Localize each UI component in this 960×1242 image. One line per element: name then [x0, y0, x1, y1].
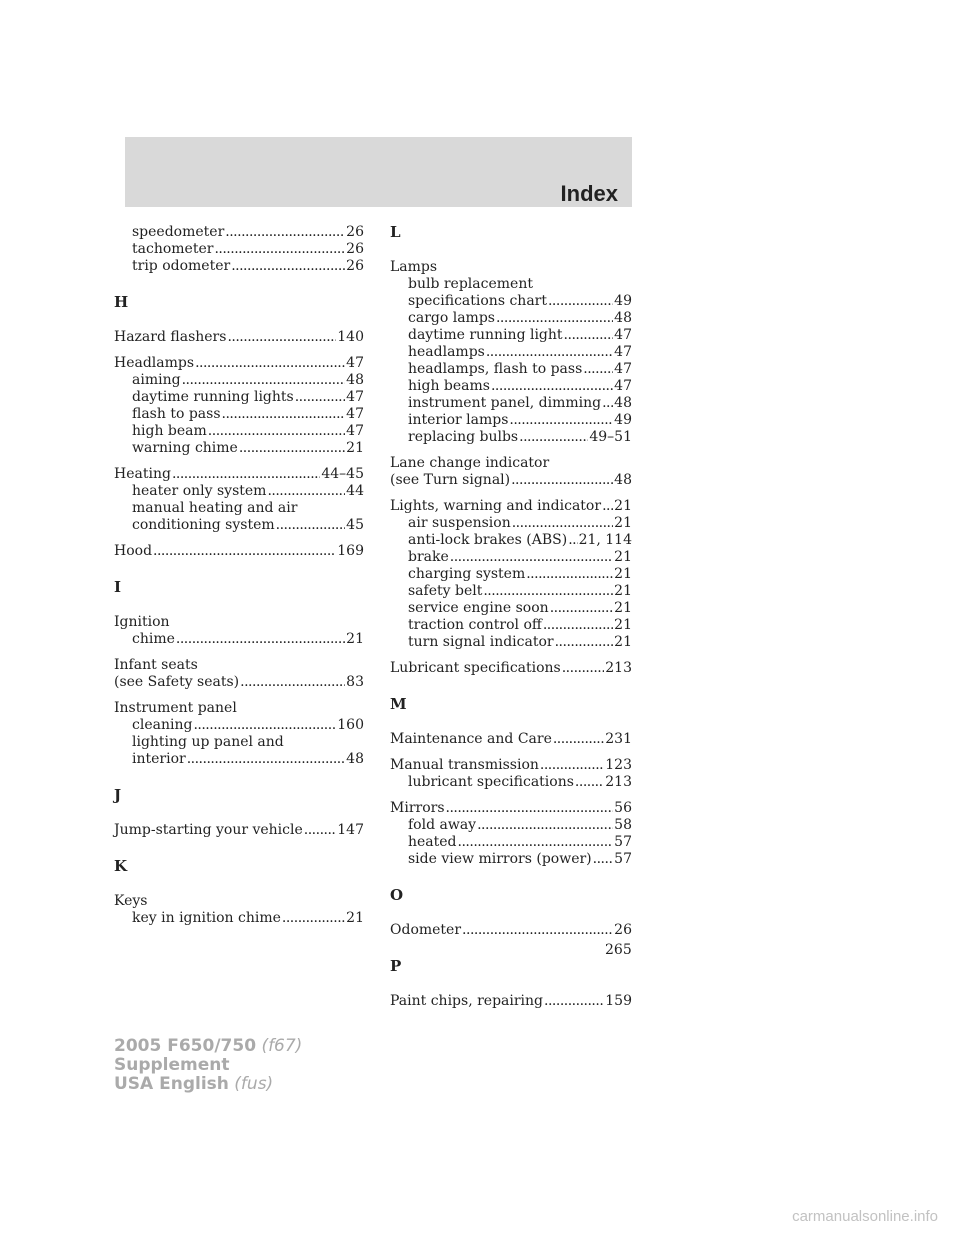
index-letter-heading: P [390, 957, 402, 975]
footer-model-code: (f67) [261, 1036, 303, 1056]
index-subentry: air suspension ..... 21 [390, 515, 632, 532]
index-subentry: instrument panel, dimming ..... 48 [390, 395, 632, 412]
index-entry: Paint chips, repairing ..... 159 [390, 993, 632, 1010]
index-subentry: interior ..... 48 [114, 751, 364, 768]
index-entry-line: Infant seats [114, 657, 198, 673]
index-subentry: heated ..... 57 [390, 834, 632, 851]
index-subentry: key in ignition chime ..... 21 [114, 910, 364, 927]
index-subentry: brake ..... 21 [390, 549, 632, 566]
index-subentry-line: bulb replacement [408, 276, 533, 292]
index-entry-line: Ignition [114, 614, 170, 630]
index-column-left [114, 224, 364, 927]
index-entry: Jump-starting your vehicle ..... 147 [114, 822, 364, 839]
index-subentry: cargo lamps ..... 48 [390, 310, 632, 327]
index-subentry: chime ..... 21 [114, 631, 364, 648]
index-subentry: flash to pass ..... 47 [114, 406, 364, 423]
footer-language-code: (fus) [234, 1074, 274, 1094]
section-title: Index [560, 181, 618, 206]
page-number: 265 [605, 942, 632, 958]
index-entry: Lubricant specifications ..... 213 [390, 660, 632, 677]
index-subentry: lubricant specifications ..... 213 [390, 774, 632, 791]
index-entry: Hazard flashers ..... 140 [114, 329, 364, 346]
index-subentry: interior lamps ..... 49 [390, 412, 632, 429]
index-entry: Lights, warning and indicator ..... 21 [390, 498, 632, 515]
index-subentry: side view mirrors (power) ..... 57 [390, 851, 632, 868]
index-subentry: daytime running lights ..... 47 [114, 389, 364, 406]
index-entry: Manual transmission ..... 123 [390, 757, 632, 774]
index-subentry: replacing bulbs ..... 49–51 [390, 429, 632, 446]
index-subentry-line: lighting up panel and [132, 734, 284, 750]
index-entry: Maintenance and Care ..... 231 [390, 731, 632, 748]
index-column-right [390, 224, 632, 1010]
index-subentry: conditioning system ..... 45 [114, 517, 364, 534]
index-entry-line: Lamps [390, 259, 438, 275]
index-subentry: high beam ..... 47 [114, 423, 364, 440]
footer-model: 2005 F650/750 [114, 1036, 257, 1056]
index-subentry: specifications chart ..... 49 [390, 293, 632, 310]
index-entry: Heating ..... 44–45 [114, 466, 364, 483]
index-letter-heading: M [390, 695, 407, 713]
index-entry: tachometer ..... 26 [114, 241, 364, 258]
index-subentry: warning chime ..... 21 [114, 440, 364, 457]
index-entry: Mirrors ..... 56 [390, 800, 632, 817]
index-subentry: service engine soon ..... 21 [390, 600, 632, 617]
index-entry: Hood ..... 169 [114, 543, 364, 560]
index-letter-heading: I [114, 578, 122, 596]
index-subentry: daytime running light ..... 47 [390, 327, 632, 344]
index-letter-heading: L [390, 223, 401, 241]
index-subentry: traction control off ..... 21 [390, 617, 632, 634]
index-letter-heading: K [114, 857, 128, 875]
index-entry: speedometer ..... 26 [114, 224, 364, 241]
index-subentry: high beams ..... 47 [390, 378, 632, 395]
index-subentry: heater only system ..... 44 [114, 483, 364, 500]
index-entry: (see Safety seats) ..... 83 [114, 674, 364, 691]
index-subentry: anti-lock brakes (ABS) ..... 21, 114 [390, 532, 632, 549]
index-entry-line: Lane change indicator [390, 455, 550, 471]
index-entry-line: Keys [114, 893, 148, 909]
index-letter-heading: O [390, 886, 404, 904]
index-subentry: turn signal indicator ..... 21 [390, 634, 632, 651]
index-subentry: fold away ..... 58 [390, 817, 632, 834]
section-header-bar [125, 137, 632, 207]
index-subentry: headlamps, flash to pass ..... 47 [390, 361, 632, 378]
watermark: carmanualsonline.info [792, 1208, 938, 1225]
index-entry: Odometer ..... 26 [390, 922, 632, 939]
index-subentry-line: manual heating and air [132, 500, 298, 516]
footer-language: USA English [114, 1074, 229, 1094]
index-letter-heading: H [114, 293, 129, 311]
index-letter-heading: J [114, 786, 122, 804]
footer-doc-type: Supplement [114, 1055, 230, 1075]
index-entry-line: Instrument panel [114, 700, 237, 716]
index-entry: trip odometer ..... 26 [114, 258, 364, 275]
index-entry: Headlamps ..... 47 [114, 355, 364, 372]
index-subentry: aiming ..... 48 [114, 372, 364, 389]
index-subentry: headlamps ..... 47 [390, 344, 632, 361]
index-entry: (see Turn signal) ..... 48 [390, 472, 632, 489]
index-subentry: cleaning ..... 160 [114, 717, 364, 734]
document-footer [114, 1037, 302, 1094]
index-subentry: safety belt ..... 21 [390, 583, 632, 600]
index-subentry: charging system ..... 21 [390, 566, 632, 583]
